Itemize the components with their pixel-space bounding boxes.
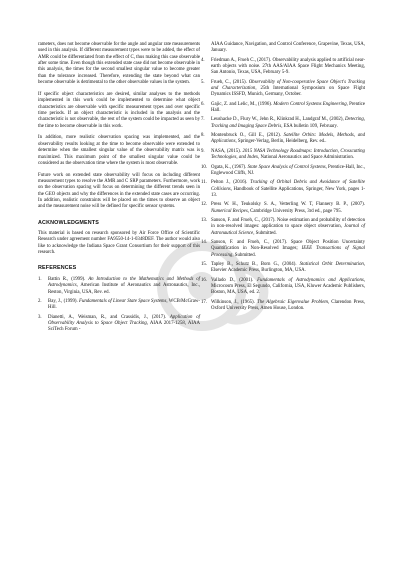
reference-title: Statistical Orbit Determination — [299, 261, 364, 267]
reference-number: 9. — [201, 148, 205, 154]
reference-text: Friedman A., Frueh C., (2017). Observability analysis applied to artificial near-earth objects with noise. 27th AAS/AIAA Space Flight Mechanics Meeting, San Antonio, Texas, USA, February 5-9. — [211, 57, 365, 76]
reference-text: , American Institute of Aeronautics and Astronautics, Inc., Reston, Virginia, USA, Rev. ed. — [48, 283, 200, 295]
reference-title: Journal of Astronautical Science — [211, 224, 366, 236]
reference-item — [201, 202, 365, 215]
reference-number: 11. — [201, 180, 207, 186]
references-heading: REFERENCES — [38, 265, 77, 272]
body-paragraph: Future work on extended state observability will focus on including different measurement types to resolve the AMR and C SRP parameters. Furthermore, work on the observation spacing will focus on determining the different trends seen in the GEO objects and why the differences in the extended state cases are occurring. In addition, realistic constraints will be placed on the times to observe an object and the measurement noise will be defined for specific sensor systems. — [38, 172, 200, 210]
reference-title: An Introduction to the Mathematics and Methods of Astrodynamics — [48, 276, 200, 289]
reference-text: Sanson, F. and Frueh, C., (2017). Space Object Position Uncertainty Quantification in Non-Resolved Images; — [211, 239, 365, 252]
right-column — [201, 42, 365, 315]
reference-text: , Cambridge University Press, 3rd ed., page 795. — [247, 208, 342, 214]
reference-number: 1. — [38, 276, 42, 282]
reference-title: 2015 NASA Technology Roadmaps: Introduction, Crosscutting Technologies, and Index — [211, 148, 365, 161]
reference-text: Frueh, C., (2015). — [211, 79, 249, 85]
reference-title: Satellite Orbits: Models, Methods, and Applications — [211, 133, 365, 145]
reference-text: , Springer-Verlag, Berlin, Heidelberg, Rev. ed.. — [235, 139, 327, 145]
reference-text: , Submitted. — [253, 230, 277, 236]
acknowledgments-heading: ACKNOWLEDGMENTS — [38, 219, 99, 226]
reference-item — [201, 102, 365, 115]
reference-text: , Submitted. — [232, 252, 256, 258]
reference-title: The Algebraic Eigenvalue Problem — [257, 299, 328, 305]
reference-title: Observability of Non-cooperative Space Object's Tracking and Characterization — [211, 79, 365, 92]
reference-title: State Space Analysis of Control Systems — [247, 164, 326, 170]
reference-text: , National Aeronautics and Space Administration. — [258, 155, 354, 161]
reference-number: 2. — [38, 298, 42, 304]
reference-text: Gajic, Z. and Lelic, M., (1996). — [211, 101, 274, 107]
reference-title: Modern Control Systems Engineering — [273, 101, 347, 107]
reference-item — [201, 262, 365, 275]
reference-item — [201, 42, 365, 55]
reference-text: Tapley B., Schutz B., Born G., (2004). — [211, 261, 300, 267]
reference-text: Sanson, F. and Frueh, C., (2017). Noise estimation and probability of detection in non-resolved images: application to space object observation, — [211, 217, 365, 230]
reference-title: IEEE Transactions of Signal Processing — [211, 246, 365, 258]
reference-title: Application of Observability Analysis to Space Object Tracking — [48, 314, 200, 326]
reference-text: , Handbook of Satellite Applications, Springer, New York, pages 1-13. — [211, 186, 365, 198]
reference-item — [201, 180, 365, 199]
reference-text: Leushacke D., Flury W., Jehn R., Klinkrad H., Landgraf M., (2002), — [211, 117, 345, 123]
left-column — [38, 42, 200, 337]
reference-list — [38, 277, 200, 334]
reference-text: , 25th International Symposium on Space Flight Dynamics ISSFD, Munich, Germany, October. — [211, 86, 365, 98]
reference-text: , ESA bulletin 109, February. — [281, 123, 338, 129]
reference-item — [38, 315, 200, 334]
reference-text: Bay, J., (1999). — [48, 298, 79, 304]
reference-title: Detecting, Tracking and Imaging Space Debris — [211, 117, 365, 129]
reference-text: Dianetti, A., Weisman, R., and Crassidis, J., (2017). — [48, 314, 170, 320]
reference-number: 10. — [201, 164, 208, 170]
reference-number: 14. — [201, 239, 208, 245]
reference-title: Fundamentals of Astrodynamics and Applications — [257, 277, 364, 283]
reference-text: Battin R., (1999). — [48, 276, 89, 282]
reference-text: Vallado D., (2001). — [211, 277, 258, 283]
reference-number: 16. — [201, 277, 208, 283]
reference-title: Fundamentals of Linear State Space Systems — [78, 298, 167, 304]
reference-item — [201, 240, 365, 259]
reference-text: NASA, (2015). — [211, 148, 243, 154]
reference-title: Tracking of Orbital Debris and Avoidance of Satellite Collisions — [211, 180, 365, 192]
reference-text: AIAA Guidance, Navigation, and Control Conference, Grapevine, Texas, USA, January. — [211, 42, 365, 54]
reference-number: 15. — [201, 261, 208, 267]
body-paragraph: rameters, does not become observable for the angle and angular rate measurements used in this analysis. If different measurement types were to be added, the effect of AMR could be differentiated from the effect of C, thus making this case observable after some time. Even though this extended state case did not become observable in this analysis, the times for the second smallest singular value to become greater than the tolerance increased. Therefore, extending the state beyond what can become observable is detrimental to the other observable values in the system. — [38, 42, 200, 86]
reference-list — [201, 42, 365, 312]
reference-item — [201, 149, 365, 162]
reference-number: 13. — [201, 217, 208, 223]
acknowledgments-text: This material is based on research sponsored by Air Force Office of Scientific Research under agreement number FA9550-14-1-0348DEF. The author would also like to acknowledge the Indiana Space Grant Consortium for their support of this research. — [38, 231, 200, 256]
reference-number: 6. — [201, 101, 205, 107]
body-paragraph: If specific object characteristics are desired, similar analyses to the methods implemented in this work could be implemented to determine what object characteristics are observable with specific measurement types and over specific time periods. If an object characteristic is included in the analysis and the characteristic is not observable, the rest of the system could be impacted as seen by the time to become observable in this work. — [38, 91, 200, 129]
body-paragraph: In addition, more realistic observation spacing was implemented, and the observability results looking at the time to become observable were extended to determine when the smallest singular value of the observability matrix was is maximized. This maximum point of the smallest singular value could be considered as the observation time where the system is most observable. — [38, 135, 200, 166]
reference-text: , AIAA 2017-1258, AIAA SciTech Forum - — [48, 320, 200, 333]
reference-text: Pelton J., (2016). — [211, 180, 251, 186]
reference-text: Montenbruck O., Gill E., (2012). — [211, 133, 284, 139]
reference-item — [201, 117, 365, 130]
reference-text: , Microcosm Press, El Segundo, California, USA, Kluwer Academic Publishers, Boston, MA, USA, ed. 2. — [211, 277, 365, 296]
reference-text: Ogata, K., (1967). — [211, 164, 248, 170]
reference-number: 5. — [201, 79, 205, 85]
reference-text: Wilkinson, J., (1965). — [211, 299, 257, 305]
reference-item — [201, 80, 365, 99]
reference-item — [201, 58, 365, 77]
reference-title: Numerical Recipes — [211, 208, 248, 214]
reference-item — [201, 278, 365, 297]
reference-item — [201, 300, 365, 313]
reference-number: 17. — [201, 299, 208, 305]
reference-number: 8. — [201, 133, 205, 139]
reference-text: , WCB/McGraw-Hill. — [48, 298, 201, 311]
reference-text: Press W. H., Teukolsky S. A., Vetterling W. T, Flannery B. P., (2007). — [211, 202, 365, 208]
reference-text: , Prentice Hall. — [211, 101, 365, 114]
reference-number: 12. — [201, 202, 208, 208]
reference-number: 3. — [38, 314, 42, 320]
reference-item — [201, 133, 365, 146]
reference-text: , Elsevier Academic Press, Burlington, MA, USA. — [211, 261, 366, 274]
reference-text: , Prentice-Hall, Inc., Englewood Cliffs, NJ. — [211, 164, 365, 176]
reference-item — [38, 299, 200, 312]
reference-number: 7. — [201, 117, 205, 123]
reference-item — [201, 218, 365, 237]
reference-item — [201, 165, 365, 178]
reference-number: 4. — [201, 57, 205, 63]
reference-text: , Clarendon Press, Oxford University Press, Amen House, London. — [211, 299, 366, 312]
reference-item — [38, 277, 200, 296]
